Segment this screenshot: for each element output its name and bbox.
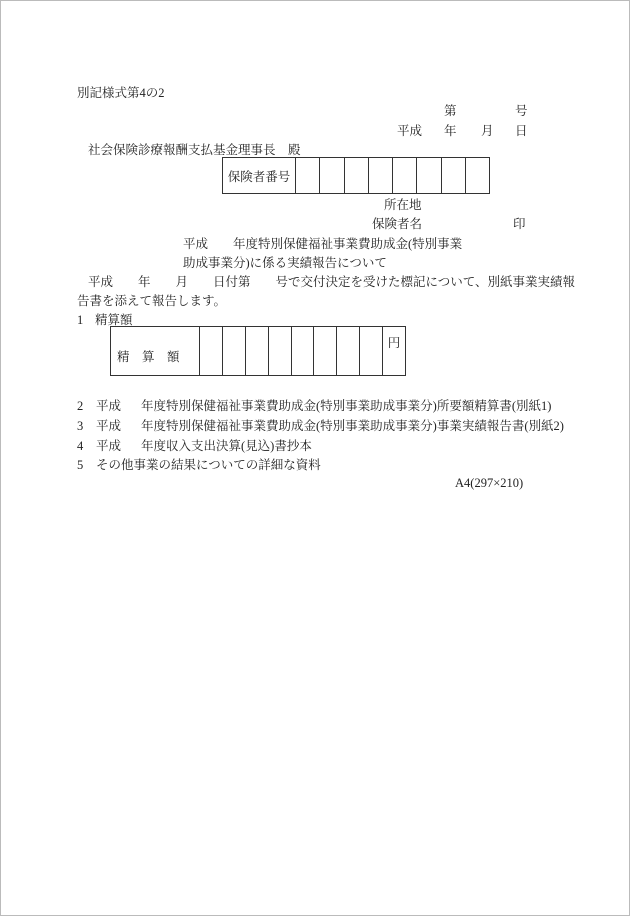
amount-digit-cell[interactable]	[314, 327, 337, 376]
section-1-number: 1	[77, 313, 84, 327]
item-number: 4	[77, 439, 84, 453]
digit-cell[interactable]	[368, 158, 392, 194]
body-line-1: 平成 年 月 日付第 号で交付決定を受けた標記について、別紙事業実績報	[88, 275, 576, 289]
addressee: 社会保険診療報酬支払基金理事長 殿	[88, 143, 301, 157]
paper-size: A4(297×210)	[455, 476, 524, 490]
item-text: 年度特別保健福祉事業費助成金(特別事業助成事業分)事業実績報告書(別紙2)	[141, 419, 564, 433]
yen-unit: 円	[383, 327, 406, 376]
title-line-2: 助成事業分)に係る実績報告について	[183, 256, 387, 270]
amount-digit-cell[interactable]	[291, 327, 314, 376]
amount-digit-cell[interactable]	[337, 327, 360, 376]
date-era: 平成	[397, 124, 423, 138]
seal-mark: 印	[513, 217, 526, 231]
item-text: その他事業の結果についての詳細な資料	[96, 458, 321, 472]
body-line-2: 告書を添えて報告します。	[77, 294, 227, 308]
insurer-number-table	[222, 157, 490, 194]
settlement-amount-label: 精 算 額	[111, 327, 200, 376]
date-year: 年	[444, 124, 457, 138]
digit-cell[interactable]	[344, 158, 368, 194]
item-era: 平成	[96, 419, 122, 433]
item-number: 2	[77, 399, 84, 413]
amount-digit-cell[interactable]	[245, 327, 268, 376]
form-id: 別記様式第4の2	[77, 86, 165, 100]
digit-cell[interactable]	[320, 158, 344, 194]
amount-digit-cell[interactable]	[360, 327, 383, 376]
item-era: 平成	[96, 399, 122, 413]
item-text: 年度特別保健福祉事業費助成金(特別事業助成事業分)所要額精算書(別紙1)	[141, 399, 552, 413]
amount-digit-cell[interactable]	[200, 327, 223, 376]
digit-cell[interactable]	[441, 158, 465, 194]
number-prefix: 第	[444, 104, 457, 118]
insurer-number-label: 保険者番号	[223, 158, 296, 194]
date-day: 日	[515, 124, 528, 138]
section-1-label: 精算額	[95, 313, 133, 327]
item-era: 平成	[96, 439, 122, 453]
digit-cell[interactable]	[417, 158, 441, 194]
amount-digit-cell[interactable]	[268, 327, 291, 376]
insurer-name-label: 保険者名	[372, 217, 423, 231]
item-number: 3	[77, 419, 84, 433]
settlement-amount-table	[110, 326, 406, 376]
digit-cell[interactable]	[393, 158, 417, 194]
item-number: 5	[77, 458, 84, 472]
amount-digit-cell[interactable]	[222, 327, 245, 376]
title-line-1: 平成 年度特別保健福祉事業費助成金(特別事業	[183, 237, 463, 251]
item-text: 年度収入支出決算(見込)書抄本	[141, 439, 312, 453]
digit-cell[interactable]	[296, 158, 320, 194]
digit-cell[interactable]	[465, 158, 489, 194]
date-month: 月	[481, 124, 494, 138]
number-suffix: 号	[515, 104, 528, 118]
address-label: 所在地	[384, 198, 422, 212]
